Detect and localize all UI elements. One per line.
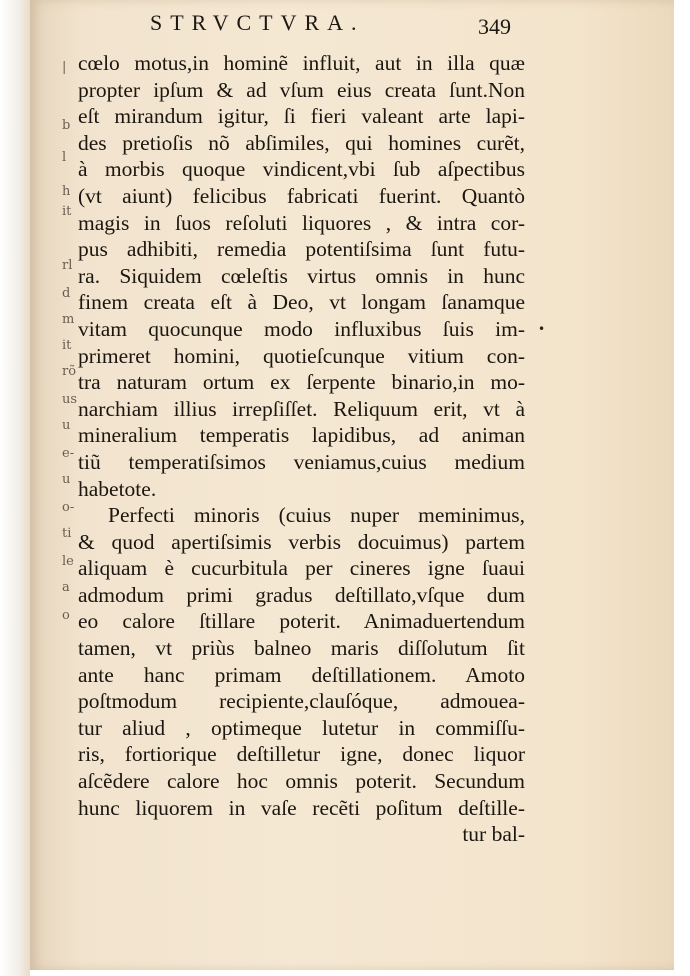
margin-fragment: a — [62, 580, 70, 595]
text-line: (vt aiunt) felicibus fabricati fuerint. Quantò — [78, 183, 525, 208]
margin-fragment: it — [62, 338, 72, 353]
text-line: tur aliud , optimeque lutetur in commiſſu- — [78, 715, 525, 740]
margin-fragment: b — [62, 118, 71, 133]
text-line: & quod apertiſsimis verbis docuimus) partem — [78, 529, 525, 554]
text-line: finem creata eſt à Deo, vt longam ſanamque — [78, 290, 525, 315]
paragraph-end-line: habetote. — [78, 476, 157, 501]
running-head: STRVCTVRA. — [150, 10, 365, 35]
text-line: tra naturam ortum ex ſerpente binario,in mo- — [78, 370, 525, 395]
text-line: vitam quocunque modo influxibus ſuis im- — [78, 316, 525, 341]
text-line: ris, fortiorique deſtilletur igne, donec liquor — [78, 742, 525, 767]
text-line: ante hanc primam deſtillationem. Amoto — [78, 662, 525, 687]
text-line: propter ipſum & ad vſum eius creata ſunt.Non — [78, 77, 525, 102]
text-line: poſtmodum recipiente,clauſóque, admoueа- — [78, 689, 525, 714]
text-line: hunc liquorem in vaſe recẽti poſitum deſtille- — [78, 795, 525, 820]
text-line: pus adhibiti, remedia potentiſsima ſunt futu- — [78, 237, 525, 262]
text-line: primeret homini, quotieſcunque vitium con- — [78, 343, 525, 368]
margin-fragment: h — [62, 184, 71, 199]
text-line: mineralium temperatis lapidibus, ad animan — [78, 423, 525, 448]
margin-fragment: o- — [62, 500, 75, 515]
page-right-margin — [674, 0, 690, 976]
margin-fragment: us — [62, 392, 78, 407]
text-line: à morbis quoque vindicent,vbi ſub aſpectibus — [78, 157, 525, 182]
binding-gutter — [0, 0, 30, 976]
margin-fragment: m — [62, 312, 75, 327]
page-number: 349 — [478, 14, 511, 39]
margin-fragment: it — [62, 204, 72, 219]
text-line: eo calore ſtillare poterit. Animaduertendum — [78, 609, 525, 634]
text-line: admodum primi gradus deſtillato,vſque dum — [78, 582, 525, 607]
margin-fragment: | — [62, 60, 67, 75]
text-line: aliquam è cucurbitula per cineres igne ſuaui — [78, 556, 525, 581]
text-line: tamen, vt priùs balneo maris diſſolutum ſit — [78, 636, 525, 661]
margin-fragment: le — [62, 554, 74, 569]
text-line: ra. Siquidem cœleſtis virtus omnis in hunc — [78, 263, 525, 288]
catchword: tur bal- — [462, 822, 525, 847]
text-line: tiũ temperatiſsimos veniamus,cuius medium — [78, 449, 525, 474]
margin-fragment: u — [62, 418, 71, 433]
text-line: narchiam illius irrepſiſſet. Reliquum erit, vt à — [78, 396, 525, 421]
margin-fragment: rl — [62, 258, 73, 273]
margin-fragment: rõ — [62, 364, 77, 379]
margin-fragment: d — [62, 286, 71, 301]
margin-fragment: e- — [62, 446, 75, 461]
facing-page-margin-fragments — [62, 60, 76, 700]
text-line: cœlo motus,in hominẽ influit, aut in illa quæ — [78, 51, 525, 75]
text-line: aſcẽdere calore hoc omnis poterit. Secundum — [78, 769, 525, 794]
ink-speck: • — [538, 322, 546, 336]
margin-fragment: u — [62, 472, 71, 487]
margin-fragment: o — [62, 608, 70, 623]
text-line: des pretioſis nõ abſimiles, qui homines curẽt, — [78, 130, 525, 155]
text-line: magis in ſuos reſoluti liquores , & intra cor- — [78, 210, 525, 235]
margin-fragment: ti — [62, 526, 72, 541]
body-text — [78, 50, 525, 848]
paragraph-first-line: Perfecti minoris (cuius nuper meminimus, — [108, 503, 525, 528]
margin-fragment: l — [62, 150, 67, 165]
text-line: eſt mirandum igitur, ſi fieri valeant arte lapi- — [78, 104, 525, 129]
